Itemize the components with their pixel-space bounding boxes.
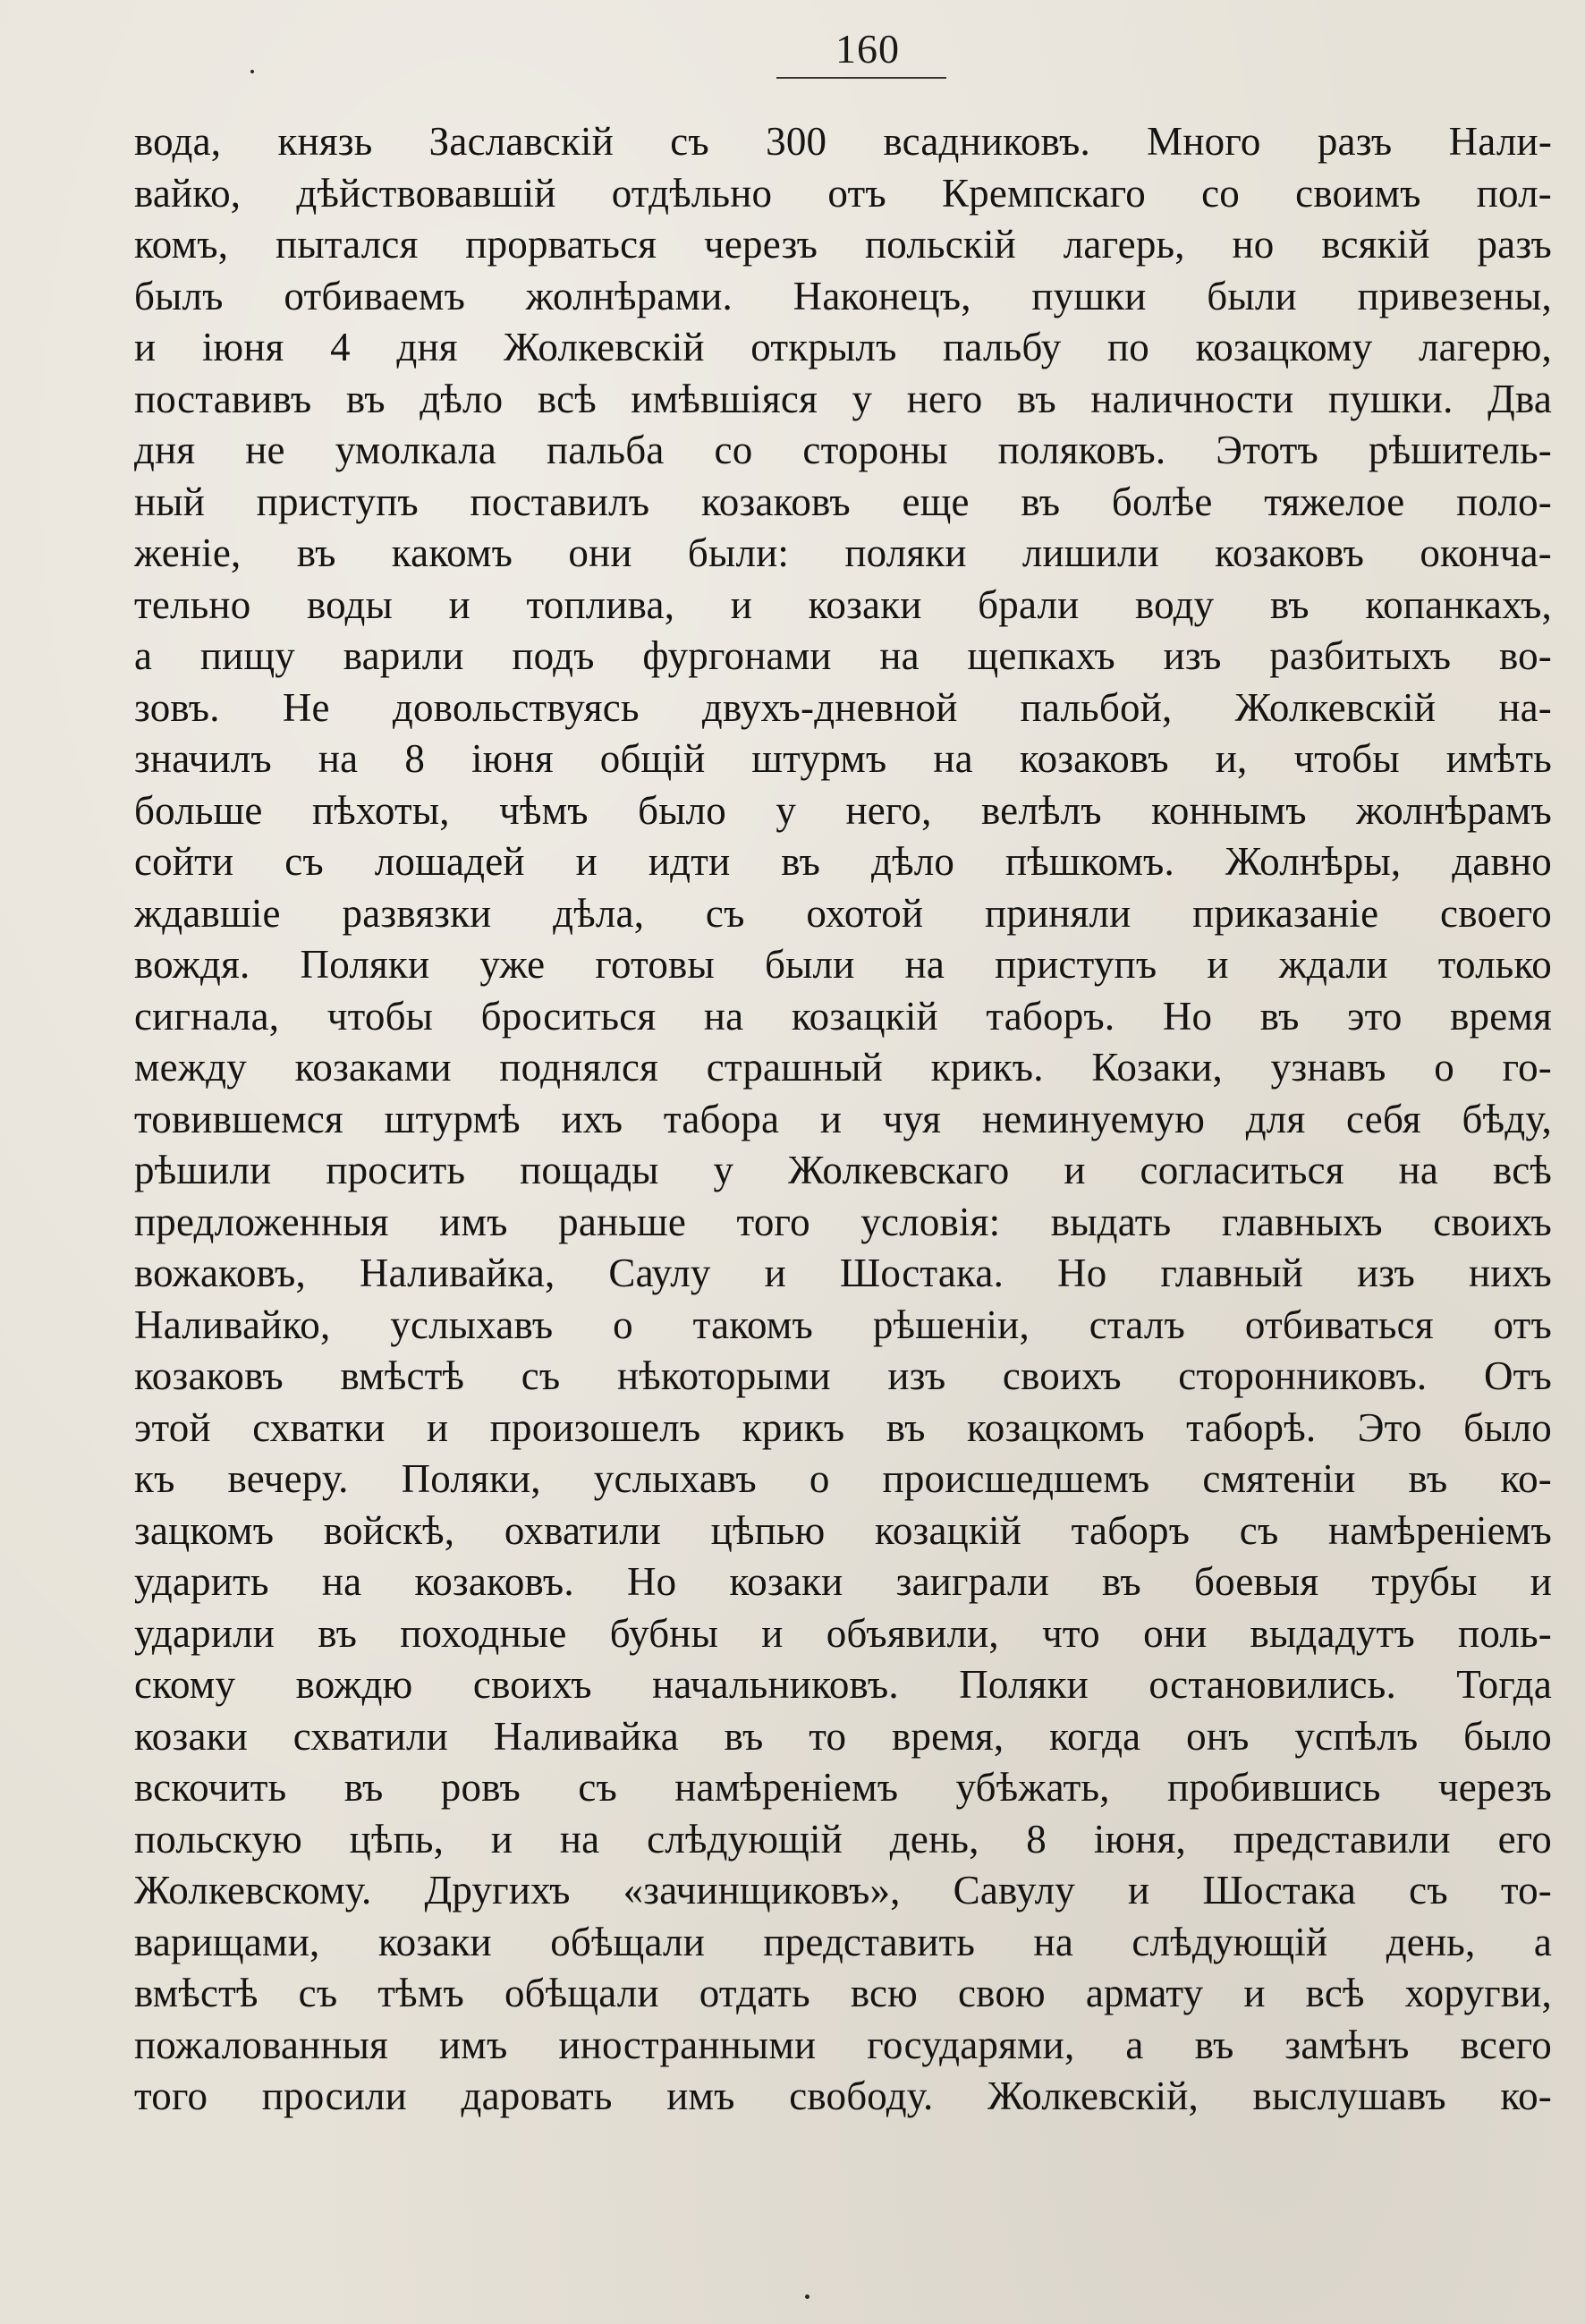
text-line: сойти съ лошадей и идти въ дѣло пѣшкомъ. Жолнѣры, давно (134, 839, 1552, 884)
text-line: козаковъ вмѣстѣ съ нѣкоторыми изъ своихъ сторонниковъ. Отъ (134, 1353, 1552, 1398)
text-line: предложенныя имъ раньше того условія: выдать главныхъ своихъ (134, 1199, 1552, 1244)
text-line: этой схватки и произошелъ крикъ въ козацкомъ таборѣ. Это было (134, 1404, 1552, 1450)
text-line: зацкомъ войскѣ, охватили цѣпью козацкій таборъ съ намѣреніемъ (134, 1507, 1552, 1553)
text-line: къ вечеру. Поляки, услыхавъ о происшедшемъ смятеніи въ ко- (134, 1456, 1552, 1501)
text-line: и іюня 4 дня Жолкевскій открылъ пальбу по козацкому лагерю, (134, 325, 1552, 369)
text-line: между козаками поднялся страшный крикъ. Козаки, узнавъ о го- (134, 1045, 1552, 1090)
text-line: вожаковъ, Наливайка, Саулу и Шостака. Но главный изъ нихъ (134, 1251, 1552, 1295)
text-line: ный приступъ поставилъ козаковъ еще въ болѣе тяжелое поло- (134, 479, 1552, 524)
print-speck (250, 70, 254, 73)
text-line: вода, князь Заславскій съ 300 всадниковъ. Много разъ Нали- (134, 119, 1552, 164)
page-header (0, 25, 1585, 88)
text-line: вскочить въ ровъ съ намѣреніемъ убѣжать, пробившись черезъ (134, 1765, 1552, 1810)
body-text (134, 116, 1552, 2201)
text-line: ударить на козаковъ. Но козаки заиграли въ боевыя трубы и (134, 1559, 1552, 1604)
text-line: вмѣстѣ съ тѣмъ обѣщали отдать всю свою армату и всѣ хоругви, (134, 1971, 1552, 2015)
text-line: сигнала, чтобы броситься на козацкій таборъ. Но въ это время (134, 993, 1552, 1039)
text-line: варищами, козаки обѣщали представить на слѣдующій день, а (134, 1919, 1552, 1964)
text-line: того просили даровать имъ свободу. Жолкевскій, выслушавъ ко- (134, 2074, 1552, 2118)
text-line: козаки схватили Наливайка въ то время, когда онъ успѣлъ было (134, 1713, 1552, 1759)
text-line: комъ, пытался прорваться черезъ польскій лагерь, но всякій разъ (134, 222, 1552, 267)
text-line: польскую цѣпь, и на слѣдующій день, 8 іюня, представили его (134, 1816, 1552, 1862)
text-line: ударили въ походные бубны и объявили, что они выдадутъ поль- (134, 1610, 1552, 1656)
text-line: товившемся штурмѣ ихъ табора и чуя неминуемую для себя бѣду, (134, 1096, 1552, 1141)
text-line: былъ отбиваемъ жолнѣрами. Наконецъ, пушки были привезены, (134, 273, 1552, 318)
text-line: Жолкевскому. Другихъ «зачинщиковъ», Савулу и Шостака съ то- (134, 1868, 1552, 1913)
text-line: вайко, дѣйствовавшій отдѣльно отъ Кремпскаго со своимъ пол- (134, 170, 1552, 216)
text-line: ждавшіе развязки дѣла, съ охотой приняли приказаніе своего (134, 890, 1552, 936)
text-line: значилъ на 8 іюня общій штурмъ на козаковъ и, чтобы имѣть (134, 736, 1552, 781)
text-line: зовъ. Не довольствуясь двухъ-дневной пальбой, Жолкевскій на- (134, 684, 1552, 730)
header-rule (776, 77, 946, 79)
text-line: тельно воды и топлива, и козаки брали воду въ копанкахъ, (134, 581, 1552, 627)
print-speck (805, 2294, 809, 2299)
text-line: а пищу варили подъ фургонами на щепкахъ изъ разбитыхъ во- (134, 633, 1552, 678)
text-line: скому вождю своихъ начальниковъ. Поляки остановились. Тогда (134, 1662, 1552, 1707)
text-line: больше пѣхоты, чѣмъ было у него, велѣлъ коннымъ жолнѣрамъ (134, 787, 1552, 833)
page-number: 160 (835, 26, 900, 72)
text-line: поставивъ въ дѣло всѣ имѣвшіяся у него въ наличности пушки. Два (134, 376, 1552, 421)
text-line: дня не умолкала пальба со стороны поляковъ. Этотъ рѣшитель- (134, 428, 1552, 472)
text-line: Наливайко, услыхавъ о такомъ рѣшеніи, сталъ отбиваться отъ (134, 1302, 1552, 1347)
text-line: женіе, въ какомъ они были: поляки лишили козаковъ оконча- (134, 530, 1552, 575)
text-line: вождя. Поляки уже готовы были на приступъ и ждали только (134, 942, 1552, 987)
text-line: пожалованныя имъ иностранными государями, а въ замѣнъ всего (134, 2022, 1552, 2067)
text-line: рѣшили просить пощады у Жолкевскаго и согласиться на всѣ (134, 1148, 1552, 1192)
